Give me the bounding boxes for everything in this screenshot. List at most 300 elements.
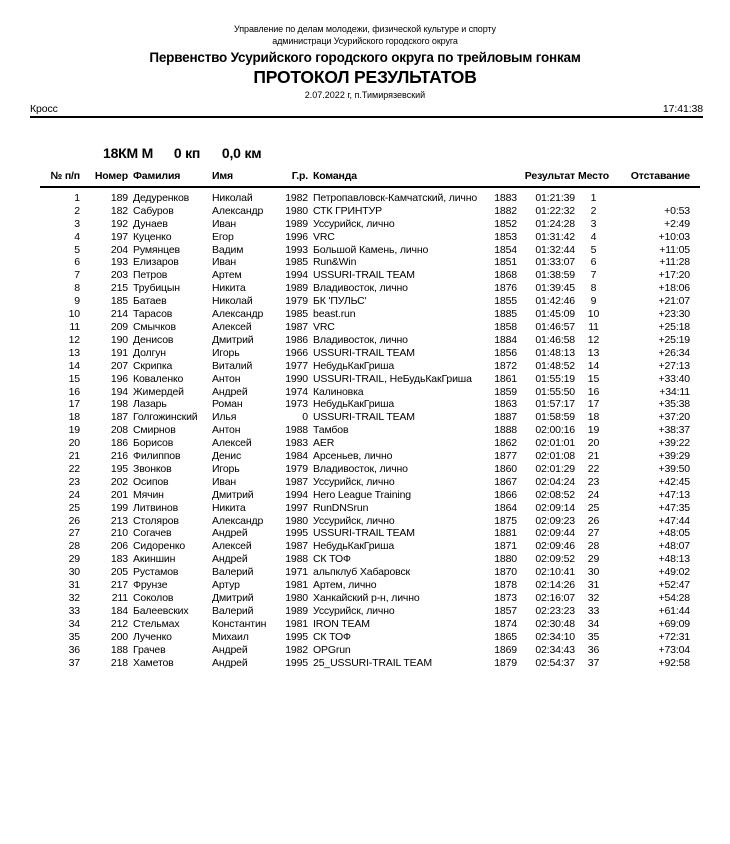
cell-place: 23 <box>587 475 600 488</box>
cell-index: 21 <box>68 450 80 463</box>
cell-result: 01:46:58 <box>535 333 575 346</box>
cell-firstname: Дмитрий <box>212 592 254 604</box>
cell-gap: +52:47 <box>658 579 690 592</box>
cell-rank: 1865 <box>494 630 517 643</box>
cell-team: Ханкайский р-н, лично <box>313 592 420 604</box>
table-row <box>40 256 700 269</box>
cell-bib: 196 <box>110 372 128 385</box>
cell-surname: Куценко <box>133 230 172 243</box>
cell-rank: 1853 <box>494 230 517 243</box>
cell-team: Владивосток, лично <box>313 462 408 475</box>
cell-index: 26 <box>68 514 80 527</box>
cell-place: 8 <box>590 282 597 295</box>
cell-surname: Мячин <box>133 488 164 501</box>
cell-firstname: Иван <box>212 256 237 269</box>
cell-year: 1981 <box>285 617 308 630</box>
cell-place: 21 <box>587 450 600 463</box>
cell-bib: 209 <box>110 320 128 333</box>
table-row <box>40 527 700 540</box>
section-title <box>103 145 730 161</box>
cell-index: 23 <box>68 475 80 488</box>
cell-team: IRON TEAM <box>313 617 370 630</box>
cell-firstname: Денис <box>212 450 242 463</box>
cell-rank: 1871 <box>494 540 517 553</box>
cell-year: 1982 <box>285 191 308 204</box>
cell-team: Артем, лично <box>313 579 377 592</box>
cell-bib: 217 <box>110 579 128 592</box>
cell-year: 1989 <box>285 282 308 295</box>
cell-index: 18 <box>68 411 80 424</box>
cell-result: 02:00:16 <box>535 424 575 437</box>
cell-firstname: Илья <box>212 411 237 424</box>
cell-year: 1979 <box>285 295 308 308</box>
cell-index: 4 <box>74 230 80 243</box>
cell-firstname: Андрей <box>212 643 248 656</box>
cell-index: 11 <box>69 320 80 333</box>
cell-result: 01:55:50 <box>535 385 575 398</box>
cell-bib: 197 <box>110 230 128 243</box>
cell-rank: 1885 <box>494 308 517 321</box>
cell-place: 25 <box>587 501 600 514</box>
cell-firstname: Никита <box>212 282 246 295</box>
cell-result: 02:09:46 <box>535 540 575 553</box>
cell-team: БК 'ПУЛЬС' <box>313 295 367 308</box>
table-row <box>40 476 700 489</box>
cell-result: 02:09:14 <box>535 501 575 514</box>
cell-index: 16 <box>68 385 80 398</box>
cell-index: 32 <box>68 592 80 604</box>
col-team: Команда <box>308 170 492 187</box>
cell-place: 15 <box>587 372 600 385</box>
cell-surname: Грачев <box>133 643 166 656</box>
cell-bib: 193 <box>110 256 128 269</box>
cell-result: 02:10:41 <box>535 566 575 579</box>
cell-bib: 195 <box>110 462 128 475</box>
results-tbody <box>40 187 700 670</box>
cell-result: 01:57:17 <box>535 398 575 411</box>
cell-gap: +11:28 <box>659 256 690 269</box>
cell-gap: +92:58 <box>658 656 690 669</box>
cell-result: 01:48:13 <box>535 346 575 359</box>
cell-index: 29 <box>68 553 80 566</box>
results-table <box>40 170 700 669</box>
cell-bib: 202 <box>110 475 128 488</box>
table-row <box>40 515 700 528</box>
cell-year: 1983 <box>285 437 308 450</box>
col-bib: Номер <box>80 170 128 187</box>
cell-result: 02:14:26 <box>535 579 575 592</box>
cell-bib: 189 <box>110 191 128 204</box>
cell-team: Арсеньев, лично <box>313 450 393 463</box>
cell-result: 01:46:57 <box>535 320 575 333</box>
cell-index: 17 <box>68 398 80 411</box>
table-row <box>40 373 700 386</box>
table-row <box>40 437 700 450</box>
cell-bib: 215 <box>110 282 128 295</box>
cell-team: СК ТОФ <box>313 553 351 566</box>
cell-place: 32 <box>587 592 600 604</box>
cell-place: 11 <box>588 320 599 333</box>
cell-index: 31 <box>68 579 80 592</box>
cell-firstname: Андрей <box>212 385 248 398</box>
cell-index: 24 <box>68 488 80 501</box>
cell-gap: +47:44 <box>658 514 690 527</box>
table-row <box>40 502 700 515</box>
distance-label: 18КМ М <box>103 145 154 161</box>
cell-surname: Елизаров <box>133 256 179 269</box>
cell-result: 01:32:44 <box>535 243 575 256</box>
cell-team: VRC <box>313 320 335 333</box>
cell-rank: 1863 <box>494 398 517 411</box>
cell-place: 1 <box>590 191 597 204</box>
cell-gap: +34:11 <box>659 385 690 398</box>
cell-year: 0 <box>302 411 308 424</box>
date-place: 2.07.2022 г, п.Тимирязевский <box>304 90 426 100</box>
cell-team: Тамбов <box>313 424 349 437</box>
cell-index: 1 <box>74 191 80 204</box>
cell-year: 1987 <box>285 540 308 553</box>
cell-surname: Осипов <box>133 475 169 488</box>
cell-gap: +21:07 <box>658 295 690 308</box>
cell-index: 7 <box>74 269 80 282</box>
cell-firstname: Валерий <box>212 604 254 617</box>
table-row <box>40 566 700 579</box>
cell-surname: Дунаев <box>133 217 168 230</box>
cell-year: 1981 <box>285 579 308 592</box>
cell-rank: 1864 <box>494 501 517 514</box>
cell-place: 31 <box>587 579 600 592</box>
cell-gap: +48:07 <box>658 540 690 553</box>
cell-place: 33 <box>587 604 600 617</box>
cell-bib: 206 <box>110 540 128 553</box>
cell-place: 18 <box>587 411 600 424</box>
col-index: № п/п <box>40 170 80 187</box>
cell-gap: +72:31 <box>658 630 690 643</box>
cell-index: 5 <box>74 243 80 256</box>
cell-place: 3 <box>590 217 597 230</box>
cell-place: 37 <box>587 656 600 669</box>
cell-year: 1987 <box>285 320 308 333</box>
cell-surname: Трубицын <box>133 282 180 295</box>
col-surname: Фамилия <box>128 170 210 187</box>
cell-surname: Звонков <box>133 462 172 475</box>
cell-surname: Согачев <box>133 527 172 540</box>
table-row <box>40 218 700 231</box>
table-row <box>40 553 700 566</box>
cell-place: 34 <box>587 617 600 630</box>
cell-team: USSURI-TRAIL TEAM <box>313 411 415 424</box>
cell-year: 1993 <box>285 243 308 256</box>
cell-bib: 183 <box>110 553 128 566</box>
cell-bib: 198 <box>110 398 128 411</box>
cell-year: 1966 <box>285 346 308 359</box>
col-gap: Отставание <box>612 170 700 187</box>
cell-surname: Румянцев <box>133 243 180 256</box>
cell-firstname: Михаил <box>212 630 249 643</box>
cell-bib: 182 <box>110 204 128 217</box>
cell-index: 14 <box>68 359 80 372</box>
cell-place: 9 <box>590 295 597 308</box>
cell-year: 1977 <box>285 359 308 372</box>
cell-place: 2 <box>590 204 597 217</box>
cell-result: 02:16:07 <box>535 592 575 604</box>
cell-team: НебудьКакГриша <box>313 540 395 553</box>
cell-gap: +17:20 <box>658 269 690 282</box>
cell-bib: 188 <box>110 643 128 656</box>
cell-team: AER <box>313 437 335 450</box>
cell-surname: Петров <box>133 269 168 282</box>
cell-rank: 1862 <box>494 437 517 450</box>
cell-surname: Скрипка <box>133 359 173 372</box>
cell-result: 01:45:09 <box>535 308 575 321</box>
cell-team: альпклуб Хабаровск <box>313 566 410 579</box>
cell-rank: 1859 <box>494 385 517 398</box>
table-row <box>40 424 700 437</box>
cell-team: Петропавловск-Камчатский, лично <box>313 191 478 204</box>
cell-gap <box>612 187 700 205</box>
event-title: Первенство Усурийского городского округа по трейловым гонкам <box>149 50 581 65</box>
cell-rank: 1878 <box>494 579 517 592</box>
cell-index: 27 <box>68 527 80 540</box>
cell-place: 20 <box>587 437 600 450</box>
cell-team: Уссурийск, лично <box>313 604 395 617</box>
cell-year: 1990 <box>285 372 308 385</box>
cell-team: RunDNSrun <box>313 501 369 514</box>
cell-rank: 1879 <box>494 656 517 669</box>
cell-rank: 1877 <box>494 450 517 463</box>
cell-index: 25 <box>68 501 80 514</box>
cell-place: 26 <box>587 514 600 527</box>
cell-firstname: Вадим <box>212 243 244 256</box>
cell-year: 1980 <box>285 592 308 604</box>
cell-gap: +47:35 <box>658 501 690 514</box>
cell-index: 9 <box>74 295 80 308</box>
cell-result: 01:48:52 <box>535 359 575 372</box>
cell-bib: 204 <box>110 243 128 256</box>
cell-firstname: Николай <box>212 295 253 308</box>
cell-index: 35 <box>68 630 80 643</box>
cell-firstname: Игорь <box>212 462 240 475</box>
cell-surname: Тарасов <box>133 308 173 321</box>
cell-result: 02:34:10 <box>535 630 575 643</box>
cell-surname: Балеевских <box>133 604 189 617</box>
cell-year: 1985 <box>285 308 308 321</box>
cell-rank: 1887 <box>494 411 517 424</box>
cell-bib: 208 <box>110 424 128 437</box>
cell-gap: +47:13 <box>658 488 690 501</box>
table-row <box>40 282 700 295</box>
cell-surname: Сабуров <box>133 204 174 217</box>
cell-result: 01:31:42 <box>535 230 575 243</box>
cell-rank: 1852 <box>494 217 517 230</box>
cell-index: 10 <box>68 308 80 321</box>
cell-firstname: Константин <box>212 617 267 630</box>
cell-bib: 212 <box>110 617 128 630</box>
cell-gap: +69:09 <box>658 617 690 630</box>
cell-gap: +18:06 <box>658 282 690 295</box>
cell-bib: 200 <box>110 630 128 643</box>
cell-place: 30 <box>587 566 600 579</box>
length-label: 0,0 км <box>221 145 262 161</box>
cell-bib: 211 <box>111 592 128 604</box>
cell-surname: Филиппов <box>133 450 181 463</box>
cell-result: 01:21:39 <box>535 191 575 204</box>
cell-surname: Акиншин <box>133 553 176 566</box>
cell-rank: 1854 <box>494 243 517 256</box>
cell-place: 16 <box>587 385 600 398</box>
checkpoints-label: 0 кп <box>173 145 201 161</box>
cell-year: 1995 <box>285 630 308 643</box>
cell-firstname: Артем <box>212 269 242 282</box>
cell-place: 10 <box>587 308 600 321</box>
cell-gap: +11:05 <box>659 243 690 256</box>
cell-gap: +39:22 <box>658 437 690 450</box>
col-firstname: Имя <box>210 170 282 187</box>
cell-rank: 1873 <box>494 592 517 604</box>
cell-result: 01:55:19 <box>535 372 575 385</box>
discipline-rule-row <box>30 103 703 118</box>
cell-team: Run&Win <box>313 256 357 269</box>
cell-firstname: Андрей <box>212 527 248 540</box>
cell-bib: 187 <box>110 411 128 424</box>
cell-rank: 1851 <box>494 256 517 269</box>
cell-surname: Лазарь <box>133 398 167 411</box>
cell-gap: +39:29 <box>658 450 690 463</box>
table-row <box>40 657 700 670</box>
cell-result: 02:09:52 <box>535 553 575 566</box>
cell-gap: +25:18 <box>658 320 690 333</box>
cell-year: 1986 <box>285 333 308 346</box>
table-row <box>40 347 700 360</box>
cell-surname: Литвинов <box>133 501 179 514</box>
cell-rank: 1870 <box>494 566 517 579</box>
cell-rank: 1857 <box>494 604 517 617</box>
cell-firstname: Роман <box>212 398 243 411</box>
cell-gap: +61:44 <box>658 604 690 617</box>
cell-team: 25_USSURI-TRAIL TEAM <box>313 656 432 669</box>
cell-place: 28 <box>587 540 600 553</box>
cell-surname: Денисов <box>133 333 174 346</box>
cell-index: 33 <box>68 604 80 617</box>
cell-rank: 1860 <box>494 462 517 475</box>
cell-year: 1973 <box>285 398 308 411</box>
cell-team: USSURI-TRAIL, НеБудьКакГриша <box>313 372 472 385</box>
cell-gap: +2:49 <box>664 217 690 230</box>
cell-index: 19 <box>68 424 80 437</box>
cell-firstname: Андрей <box>212 553 248 566</box>
cell-place: 22 <box>587 462 600 475</box>
cell-year: 1979 <box>285 462 308 475</box>
table-row <box>40 463 700 476</box>
cell-bib: 218 <box>110 656 128 669</box>
cell-firstname: Никита <box>212 501 246 514</box>
cell-team: Уссурийск, лично <box>313 514 395 527</box>
cell-gap: +25:19 <box>658 333 690 346</box>
cell-firstname: Александр <box>212 308 264 321</box>
cell-gap: +42:45 <box>658 475 690 488</box>
cell-place: 13 <box>587 346 600 359</box>
table-row <box>40 398 700 411</box>
header-row <box>40 170 700 187</box>
document-header <box>0 0 730 101</box>
cell-result: 01:24:28 <box>535 217 575 230</box>
cell-team: Уссурийск, лично <box>313 217 395 230</box>
cell-gap: +48:05 <box>658 527 690 540</box>
cell-year: 1984 <box>285 450 308 463</box>
cell-place: 6 <box>590 256 597 269</box>
cell-index: 22 <box>68 462 80 475</box>
cell-index: 30 <box>68 566 80 579</box>
cell-rank: 1881 <box>494 527 517 540</box>
cell-result: 02:01:08 <box>535 450 575 463</box>
cell-bib: 201 <box>110 488 128 501</box>
cell-year: 1987 <box>285 475 308 488</box>
cell-bib: 205 <box>110 566 128 579</box>
cell-result: 02:30:48 <box>535 617 575 630</box>
cell-rank: 1888 <box>494 424 517 437</box>
cell-bib: 192 <box>110 217 128 230</box>
cell-place: 19 <box>587 424 600 437</box>
cell-result: 02:34:43 <box>535 643 575 656</box>
cell-team: beast.run <box>313 308 356 321</box>
cell-surname: Коваленко <box>133 372 184 385</box>
cell-place: 5 <box>590 243 597 256</box>
table-row <box>40 592 700 605</box>
cell-year: 1989 <box>285 604 308 617</box>
cell-rank: 1883 <box>494 191 517 204</box>
cell-surname: Фрунзе <box>133 579 168 592</box>
cell-team: Большой Камень, лично <box>313 243 429 256</box>
cell-gap: +10:03 <box>658 230 690 243</box>
cell-rank: 1855 <box>494 295 517 308</box>
cell-bib: 210 <box>110 527 128 540</box>
cell-result: 02:01:01 <box>535 437 575 450</box>
cell-rank: 1884 <box>494 333 517 346</box>
table-row <box>40 605 700 618</box>
cell-rank: 1858 <box>494 320 517 333</box>
cell-year: 1995 <box>285 656 308 669</box>
cell-gap: +35:38 <box>658 398 690 411</box>
cell-team: USSURI-TRAIL TEAM <box>313 346 415 359</box>
cell-surname: Дедуренков <box>133 191 190 204</box>
cell-place: 27 <box>587 527 600 540</box>
cell-place: 24 <box>587 488 600 501</box>
cell-gap: +23:30 <box>658 308 690 321</box>
cell-team: OPGrun <box>313 643 351 656</box>
table-row <box>40 334 700 347</box>
cell-firstname: Виталий <box>212 359 253 372</box>
cell-team: USSURI-TRAIL TEAM <box>313 269 415 282</box>
cell-index: 8 <box>74 282 80 295</box>
cell-surname: Лученко <box>133 630 172 643</box>
cell-year: 1995 <box>285 527 308 540</box>
cell-rank: 1872 <box>494 359 517 372</box>
cell-year: 1971 <box>285 566 308 579</box>
cell-surname: Жимердей <box>133 385 184 398</box>
cell-gap: +37:20 <box>658 411 690 424</box>
table-row <box>40 187 700 205</box>
cell-year: 1994 <box>285 488 308 501</box>
table-row <box>40 644 700 657</box>
cell-surname: Батаев <box>133 295 167 308</box>
cell-team: СК ТОФ <box>313 630 351 643</box>
cell-firstname: Артур <box>212 579 240 592</box>
cell-rank: 1874 <box>494 617 517 630</box>
cell-firstname: Алексей <box>212 437 252 450</box>
cell-team: НебудьКакГриша <box>313 398 395 411</box>
results-table-head <box>40 170 700 187</box>
cell-rank: 1882 <box>494 204 517 217</box>
